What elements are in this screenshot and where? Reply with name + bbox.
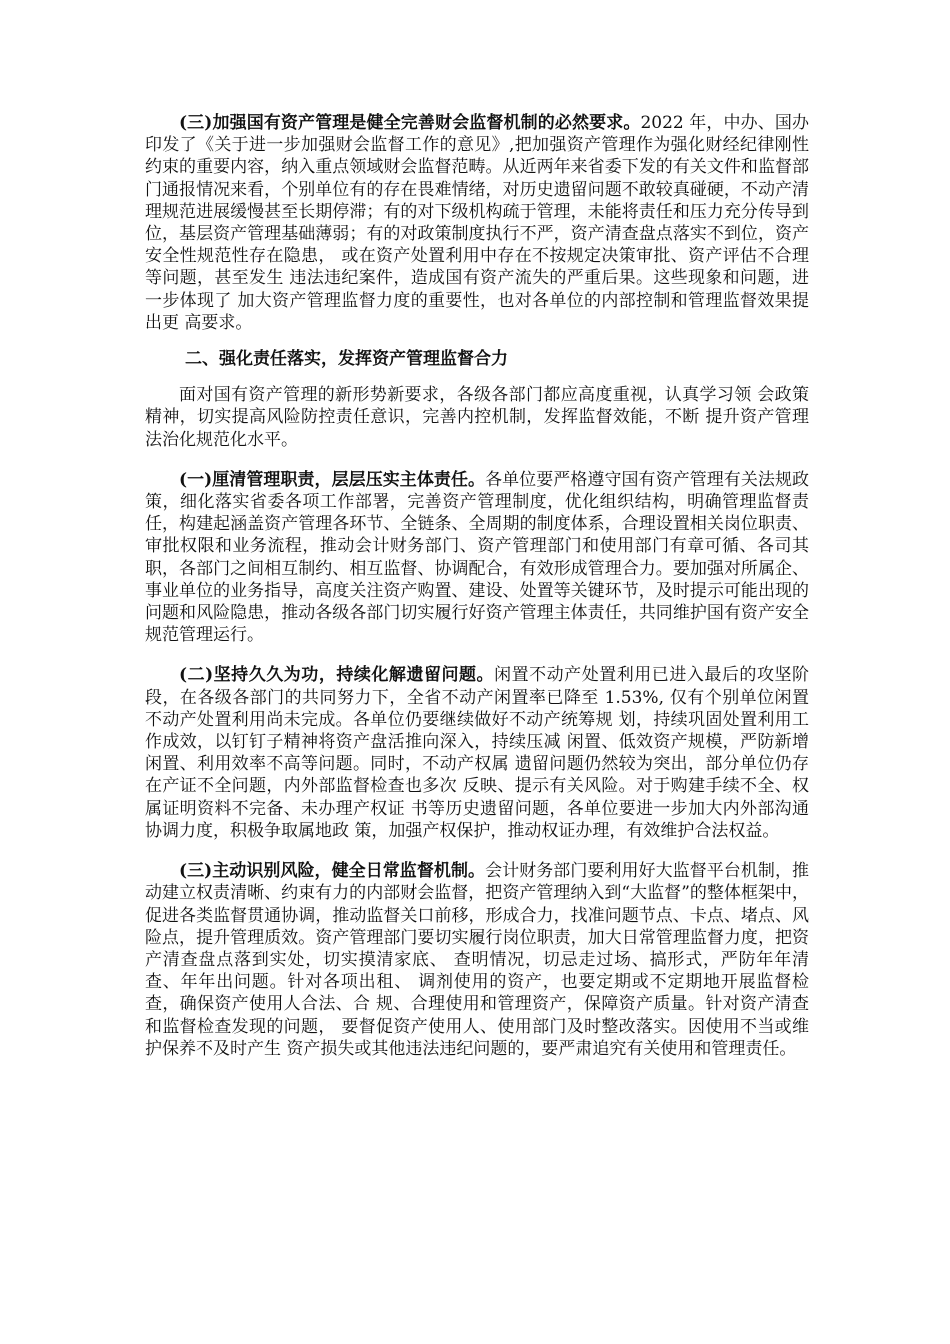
paragraph-body: 闲置不动产处置利用已进入最后的攻坚阶段，在各级各部门的共同努力下，全省不动产闲置率已降至 1.53%, 仅有个别单位闲置不动产处置利用尚未完成。各单位仍要继续做好不动产统筹规 划，持续巩固处置利用工作成效，以钉钉子精神将资产盘活推向深入，持续压减 闲置、低效资产规模，严防新增闲置、利用效率不高等问题。同时，不动产权属 遗留问题仍然较为突出，部分单位仍存在产证不全问题，内外部监督检查也多次 反映、提示有关风险。对于购建手续不全、权属证明资料不完备、未办理产权证 书等历史遗留问题，各单位要进一步加大内外部沟通协调力度，积极争取属地政 策，加强产权保护，推动权证办理，有效维护合法权益。 <box>145 665 810 841</box>
paragraph-asset-management-requirement <box>145 112 809 334</box>
paragraph-lead: (三)主动识别风险，健全日常监督机制。 <box>179 861 486 882</box>
paragraph-section-intro: 面对国有资产管理的新形势新要求，各级各部门都应高度重视，认真学习领 会政策精神，切实提高风险防控责任意识，完善内控机制，发挥监督效能，不断 提升资产管理法治化规范化水平。 <box>145 385 809 450</box>
paragraph-legacy-issues <box>145 664 809 842</box>
paragraph-lead: (一)厘清管理职责，层层压实主体责任。 <box>179 469 486 490</box>
document-page <box>145 112 809 1060</box>
paragraph-body: 各单位要严格遵守国有资产管理有关法规政策，细化落实省委各项工作部署，完善资产管理制度，优化组织结构，明确管理监督责任，构建起涵盖资产管理各环节、全链条、全周期的制度体系，合理设置相关岗位职责、审批权限和业务流程，推动会计财务部门、资产管理部门和使用部门有章可循、各司其职，各部门之间相互制约、相互监督、协调配合，有效形成管理合力。要加强对所属企、事业单位的业务指导，高度关注资产购置、建设、处置等关键环节，及时提示可能出现的问题和风险隐患，推动各级各部门切实履行好资产管理主体责任，共同维护国有资产安全规范管理运行。 <box>145 469 810 646</box>
paragraph-lead: (三)加强国有资产管理是健全完善财会监督机制的必然要求。 <box>179 113 641 133</box>
section-heading-2: 二、强化责任落实，发挥资产管理监督合力 <box>185 349 508 370</box>
paragraph-risk-supervision <box>145 860 809 1060</box>
paragraph-body: 2022 年，中办、国办印发了《关于进一步加强财会监督工作的意见》,把加强资产管理作为强化财经纪律刚性约束的重要内容，纳入重点领域财会监督范畴。从近两年来省委下发的有关文件和监督部门通报情况来看，个别单位有的存在畏难情绪，对历史遗留问题不敢较真碰硬，不动产清理规范进展缓慢甚至长期停滞；有的对下级机构疏于管理，未能将责任和压力充分传导到位，基层资产管理基础薄弱；有的对政策制度执行不严，资产清查盘点落实不到位，资产安全性规范性存在隐患， 或在资产处置利用中存在不按规定决策审批、资产评估不合理等问题，甚至发生 违法违纪案件，造成国有资产流失的严重后果。这些现象和问题，进一步体现了 加大资产管理监督力度的重要性，也对各单位的内部控制和管理监督效果提出更 高要求。 <box>145 113 809 333</box>
paragraph-body: 会计财务部门要利用好大监督平台机制，推动建立权责清晰、约束有力的内部财会监督，把资产管理纳入到“大监督”的整体框架中，促进各类监督贯通协调，推动监督关口前移，形成合力，找准问题节点、卡点、堵点、风险点，提升管理质效。资产管理部门要切实履行岗位职责，加大日常管理监督力度，把资产清查盘点落到实处，切实摸清家底、 查明情况，切忌走过场、搞形式，严防年年清查、年年出问题。针对各项出租、 调剂使用的资产，也要定期或不定期地开展监督检查，确保资产使用人合法、合 规、合理使用和管理资产，保障资产质量。针对资产清查和监督检查发现的问题， 要督促资产使用人、使用部门及时整改落实。因使用不当或维护保养不及时产生 资产损失或其他违法违纪问题的，要严肃追究有关使用和管理责任。 <box>145 861 810 1059</box>
paragraph-clarify-duties <box>145 469 809 647</box>
paragraph-lead: (二)坚持久久为功，持续化解遗留问题。 <box>179 665 495 686</box>
